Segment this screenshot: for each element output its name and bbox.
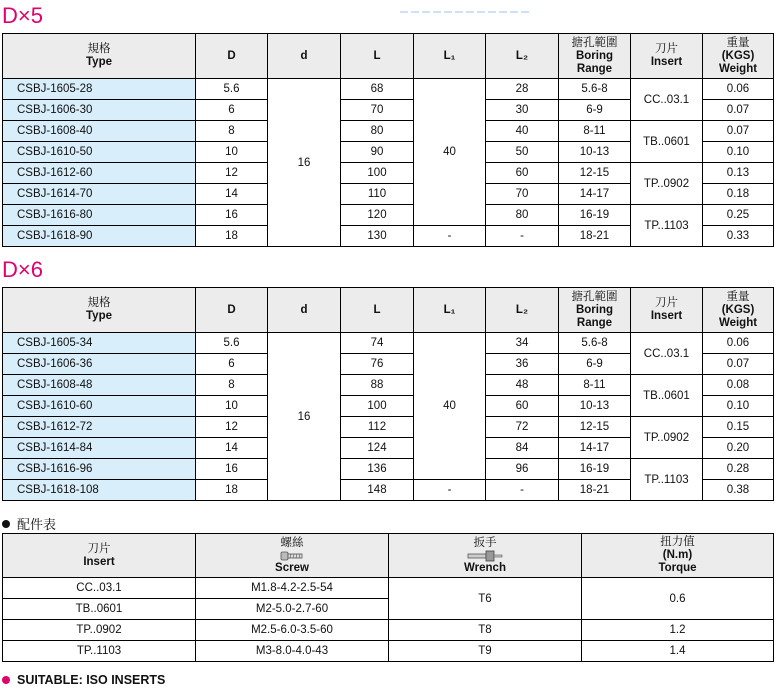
- cell-insert-merged: CC..03.1: [631, 333, 703, 375]
- wrench-icon: [467, 550, 503, 562]
- header-D: D: [196, 288, 268, 333]
- header-L2: L₂: [486, 288, 559, 333]
- cell-L2: -: [486, 226, 559, 247]
- cell-weight: 0.07: [703, 121, 774, 142]
- faint-top-mark: [400, 0, 560, 4]
- table-row: [3, 417, 774, 438]
- cell-weight: 0.25: [703, 205, 774, 226]
- cell-acc-torque: 1.2: [582, 620, 774, 641]
- cell-type: CSBJ-1610-50: [3, 142, 196, 163]
- cell-type: CSBJ-1616-80: [3, 205, 196, 226]
- header-L1: L₁: [414, 34, 486, 79]
- cell-L2: 48: [486, 375, 559, 396]
- cell-acc-screw: M1.8-4.2-2.5-54: [196, 578, 389, 599]
- cell-L: 70: [341, 100, 414, 121]
- cell-insert-merged: TP..0902: [631, 163, 703, 205]
- cell-L2: 70: [486, 184, 559, 205]
- cell-L2: 36: [486, 354, 559, 375]
- cell-D: 12: [196, 417, 268, 438]
- accessories-heading: [2, 514, 56, 533]
- suitable-text: SUITABLE: ISO INSERTS: [17, 673, 166, 687]
- cell-range: 6-9: [559, 100, 631, 121]
- cell-range: 5.6-8: [559, 79, 631, 100]
- pink-bullet-icon: [2, 676, 10, 684]
- cell-L2: 40: [486, 121, 559, 142]
- cell-L: 88: [341, 375, 414, 396]
- cell-L: 112: [341, 417, 414, 438]
- cell-D: 10: [196, 142, 268, 163]
- cell-type: CSBJ-1612-60: [3, 163, 196, 184]
- bullet-icon: [2, 520, 10, 528]
- header-d: d: [268, 288, 341, 333]
- header-boring-range: 搪孔範圍 Boring Range: [559, 288, 631, 333]
- cell-L2: 28: [486, 79, 559, 100]
- cell-weight: 0.07: [703, 354, 774, 375]
- cell-D: 6: [196, 100, 268, 121]
- cell-d-merged: 16: [268, 79, 341, 247]
- cell-range: 12-15: [559, 417, 631, 438]
- cell-D: 18: [196, 480, 268, 501]
- cell-weight: 0.13: [703, 163, 774, 184]
- cell-type: CSBJ-1614-70: [3, 184, 196, 205]
- cell-range: 10-13: [559, 396, 631, 417]
- cell-L2: 72: [486, 417, 559, 438]
- cell-acc-wrench: T8: [389, 620, 582, 641]
- cell-type: CSBJ-1606-36: [3, 354, 196, 375]
- cell-type: CSBJ-1618-90: [3, 226, 196, 247]
- cell-weight: 0.33: [703, 226, 774, 247]
- cell-type: CSBJ-1608-40: [3, 121, 196, 142]
- cell-L: 120: [341, 205, 414, 226]
- cell-acc-insert: CC..03.1: [3, 578, 196, 599]
- header-acc-screw: 螺絲 Screw: [196, 534, 389, 578]
- cell-weight: 0.38: [703, 480, 774, 501]
- cell-weight: 0.10: [703, 396, 774, 417]
- cell-insert-merged: TP..1103: [631, 459, 703, 501]
- cell-acc-wrench: T6: [389, 578, 582, 620]
- cell-range: 14-17: [559, 438, 631, 459]
- cell-range: 12-15: [559, 163, 631, 184]
- cell-type: CSBJ-1612-72: [3, 417, 196, 438]
- header-acc-insert: 刀片 Insert: [3, 534, 196, 578]
- cell-D: 14: [196, 184, 268, 205]
- cell-D: 8: [196, 375, 268, 396]
- cell-acc-insert: TP..1103: [3, 641, 196, 662]
- cell-L2: -: [486, 480, 559, 501]
- cell-type: CSBJ-1616-96: [3, 459, 196, 480]
- cell-insert-merged: CC..03.1: [631, 79, 703, 121]
- header-weight: 重量 (KGS) Weight: [703, 34, 774, 79]
- cell-range: 14-17: [559, 184, 631, 205]
- cell-acc-insert: TP..0902: [3, 620, 196, 641]
- table-row: [3, 205, 774, 226]
- cell-D: 12: [196, 163, 268, 184]
- cell-type: CSBJ-1606-30: [3, 100, 196, 121]
- cell-range: 8-11: [559, 375, 631, 396]
- cell-L2: 30: [486, 100, 559, 121]
- cell-weight: 0.06: [703, 79, 774, 100]
- spec-table-dx5: [2, 33, 774, 247]
- cell-D: 16: [196, 459, 268, 480]
- header-insert: 刀片 Insert: [631, 288, 703, 333]
- cell-range: 6-9: [559, 354, 631, 375]
- cell-weight: 0.07: [703, 100, 774, 121]
- cell-L2: 50: [486, 142, 559, 163]
- cell-weight: 0.20: [703, 438, 774, 459]
- header-acc-torque: 扭力值 (N.m) Torque: [582, 534, 774, 578]
- cell-L2: 96: [486, 459, 559, 480]
- cell-L2: 60: [486, 163, 559, 184]
- header-L: L: [341, 288, 414, 333]
- cell-range: 5.6-8: [559, 333, 631, 354]
- cell-L: 130: [341, 226, 414, 247]
- suitable-note: [2, 673, 165, 687]
- cell-D: 5.6: [196, 79, 268, 100]
- cell-L: 74: [341, 333, 414, 354]
- cell-weight: 0.08: [703, 375, 774, 396]
- cell-insert-merged: TP..0902: [631, 417, 703, 459]
- cell-acc-screw: M2.5-6.0-3.5-60: [196, 620, 389, 641]
- cell-range: 16-19: [559, 205, 631, 226]
- header-d: d: [268, 34, 341, 79]
- cell-insert-merged: TP..1103: [631, 205, 703, 247]
- cell-D: 16: [196, 205, 268, 226]
- accessories-table: [2, 533, 774, 662]
- header-boring-range: 搪孔範圍 Boring Range: [559, 34, 631, 79]
- header-type: 規格 Type: [3, 288, 196, 333]
- header-L: L: [341, 34, 414, 79]
- table-header-row: [3, 288, 774, 333]
- section-title-dx5: D×5: [2, 3, 43, 28]
- cell-L: 100: [341, 396, 414, 417]
- table-row: [3, 333, 774, 354]
- table-row: [3, 641, 774, 662]
- cell-type: CSBJ-1605-34: [3, 333, 196, 354]
- cell-L2: 80: [486, 205, 559, 226]
- cell-weight: 0.18: [703, 184, 774, 205]
- cell-L: 90: [341, 142, 414, 163]
- cell-L1: -: [414, 480, 486, 501]
- cell-insert-merged: TB..0601: [631, 375, 703, 417]
- cell-type: CSBJ-1618-108: [3, 480, 196, 501]
- cell-L2: 84: [486, 438, 559, 459]
- cell-acc-insert: TB..0601: [3, 599, 196, 620]
- cell-weight: 0.28: [703, 459, 774, 480]
- cell-acc-torque: 0.6: [582, 578, 774, 620]
- table-row: [3, 163, 774, 184]
- cell-type: CSBJ-1610-60: [3, 396, 196, 417]
- cell-D: 10: [196, 396, 268, 417]
- header-weight: 重量 (KGS) Weight: [703, 288, 774, 333]
- cell-d-merged: 16: [268, 333, 341, 501]
- accessories-title: 配件表: [17, 517, 57, 532]
- cell-insert-merged: TB..0601: [631, 121, 703, 163]
- header-acc-wrench: 扳手 Wrench: [389, 534, 582, 578]
- cell-D: 8: [196, 121, 268, 142]
- cell-range: 18-21: [559, 226, 631, 247]
- table-header-row: [3, 534, 774, 578]
- cell-range: 8-11: [559, 121, 631, 142]
- cell-range: 10-13: [559, 142, 631, 163]
- cell-weight: 0.06: [703, 333, 774, 354]
- cell-L: 80: [341, 121, 414, 142]
- table-row: [3, 121, 774, 142]
- cell-type: CSBJ-1605-28: [3, 79, 196, 100]
- table-row: [3, 578, 774, 599]
- header-insert: 刀片 Insert: [631, 34, 703, 79]
- spec-table-dx6: [2, 287, 774, 501]
- cell-acc-screw: M3-8.0-4.0-43: [196, 641, 389, 662]
- cell-L: 148: [341, 480, 414, 501]
- cell-D: 5.6: [196, 333, 268, 354]
- cell-range: 16-19: [559, 459, 631, 480]
- header-type: 規格 Type: [3, 34, 196, 79]
- cell-acc-wrench: T9: [389, 641, 582, 662]
- cell-L: 100: [341, 163, 414, 184]
- cell-acc-screw: M2-5.0-2.7-60: [196, 599, 389, 620]
- cell-L: 124: [341, 438, 414, 459]
- cell-L1-merged: 40: [414, 79, 486, 226]
- header-L2: L₂: [486, 34, 559, 79]
- cell-D: 18: [196, 226, 268, 247]
- header-D: D: [196, 34, 268, 79]
- table-row: [3, 79, 774, 100]
- cell-type: CSBJ-1614-84: [3, 438, 196, 459]
- cell-L1-merged: 40: [414, 333, 486, 480]
- table-row: [3, 375, 774, 396]
- cell-weight: 0.15: [703, 417, 774, 438]
- cell-L: 110: [341, 184, 414, 205]
- table-header-row: [3, 34, 774, 79]
- screw-icon: [280, 550, 304, 562]
- cell-L: 136: [341, 459, 414, 480]
- cell-range: 18-21: [559, 480, 631, 501]
- cell-L: 68: [341, 79, 414, 100]
- table-row: [3, 620, 774, 641]
- cell-weight: 0.10: [703, 142, 774, 163]
- section-title-dx6: D×6: [2, 257, 43, 282]
- cell-D: 14: [196, 438, 268, 459]
- cell-D: 6: [196, 354, 268, 375]
- cell-type: CSBJ-1608-48: [3, 375, 196, 396]
- cell-acc-torque: 1.4: [582, 641, 774, 662]
- cell-L2: 60: [486, 396, 559, 417]
- cell-L1: -: [414, 226, 486, 247]
- header-L1: L₁: [414, 288, 486, 333]
- cell-L: 76: [341, 354, 414, 375]
- table-row: [3, 459, 774, 480]
- cell-L2: 34: [486, 333, 559, 354]
